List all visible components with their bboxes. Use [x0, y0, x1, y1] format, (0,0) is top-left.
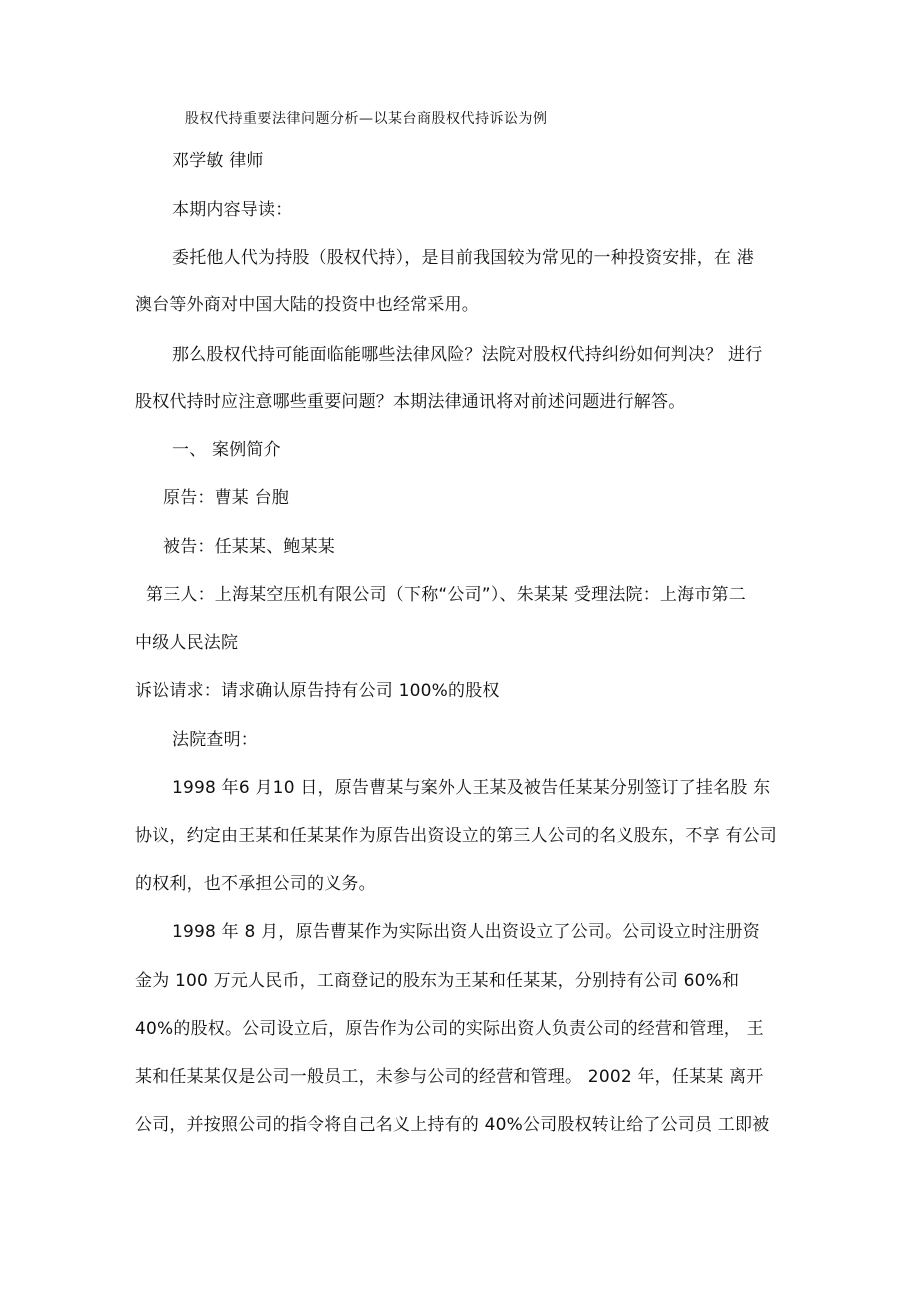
intro-paragraph-1-line-1: 委托他人代为持股（股权代持），是目前我国较为常见的一种投资安排，在 港 — [172, 248, 754, 268]
plaintiff-line: 原告：曹某 台胞 — [163, 488, 290, 508]
claim-line: 诉讼请求：请求确认原告持有公司 100%的股权 — [135, 681, 500, 701]
document-title: 股权代持重要法律问题分析—以某台商股权代持诉讼为例 — [185, 111, 548, 127]
intro-paragraph-2-line-2: 股权代持时应注意哪些重要问题？本期法律通讯将对前述问题进行解答。 — [135, 392, 686, 412]
intro-heading: 本期内容导读： — [172, 200, 293, 220]
intro-paragraph-2-line-1: 那么股权代持可能面临能哪些法律风险？法院对股权代持纠纷如何判决？ 进行 — [172, 345, 763, 365]
paragraph-2-line-3: 40%的股权。公司设立后，原告作为公司的实际出资人负责公司的经营和管理， 王 — [135, 1019, 764, 1039]
author-line: 邓学敏 律师 — [172, 151, 264, 171]
defendant-line: 被告：任某某、鲍某某 — [163, 537, 335, 557]
section-heading-case-summary: 一、 案例简介 — [172, 440, 281, 460]
paragraph-1-line-3: 的权利，也不承担公司的义务。 — [135, 874, 376, 894]
third-party-line-1: 第三人：上海某空压机有限公司（下称“公司”）、朱某某 受理法院：上海市第二 — [146, 585, 746, 605]
findings-heading: 法院查明： — [172, 730, 258, 750]
paragraph-2-line-4: 某和任某某仅是公司一般员工，未参与公司的经营和管理。 2002 年，任某某 离开 — [135, 1067, 764, 1087]
paragraph-2-line-1: 1998 年 8 月，原告曹某作为实际出资人出资设立了公司。公司设立时注册资 — [172, 922, 760, 942]
intro-paragraph-1-line-2: 澳台等外商对中国大陆的投资中也经常采用。 — [135, 295, 479, 315]
third-party-line-2: 中级人民法院 — [135, 633, 239, 653]
paragraph-1-line-2: 协议，约定由王某和任某某作为原告出资设立的第三人公司的名义股东，不享 有公司 — [135, 826, 778, 846]
paragraph-2-line-5: 公司，并按照公司的指令将自己名义上持有的 40%公司股权转让给了公司员 工即被 — [135, 1115, 770, 1135]
paragraph-1-line-1: 1998 年6 月10 日，原告曹某与案外人王某及被告任某某分别签订了挂名股 东 — [172, 778, 771, 798]
paragraph-2-line-2: 金为 100 万元人民币，工商登记的股东为王某和任某某，分别持有公司 60%和 — [135, 971, 740, 991]
